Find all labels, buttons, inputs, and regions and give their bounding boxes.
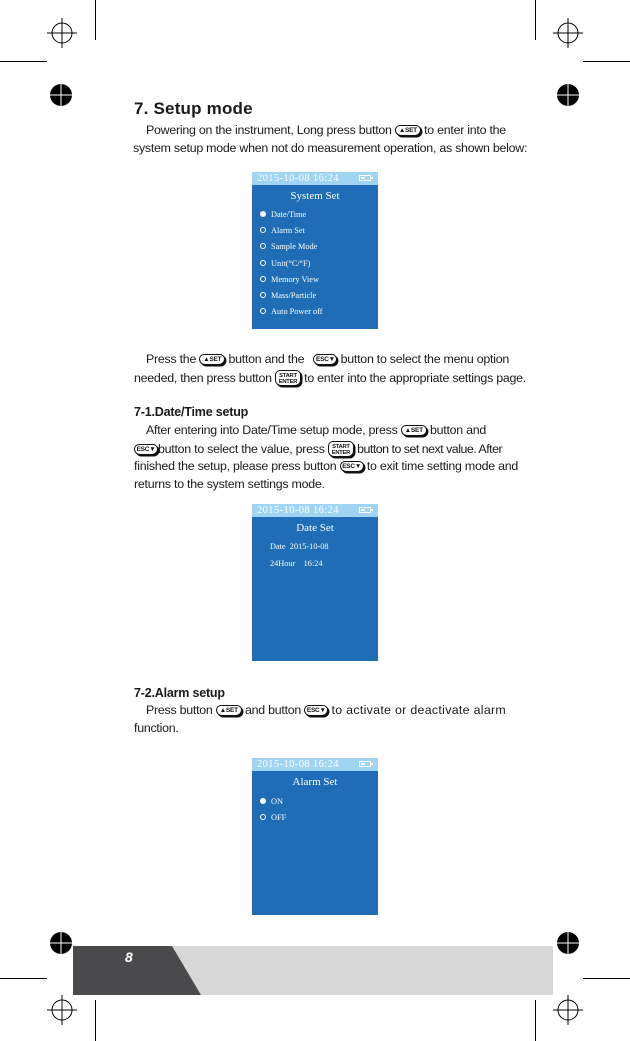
date-set-screen bbox=[252, 504, 378, 661]
set-key-icon: ▲SET bbox=[395, 125, 421, 136]
intro-text: system setup mode when not do measurement operation, as shown below: bbox=[133, 140, 528, 155]
alarm-text: to activate or deactivate alarm bbox=[331, 703, 507, 717]
menu-item-label: OFF bbox=[271, 813, 287, 822]
trim-line bbox=[583, 61, 630, 62]
alarm-option-on bbox=[260, 796, 283, 808]
menu-item-label: Memory View bbox=[271, 275, 319, 284]
menu-item-label: Auto Power off bbox=[271, 307, 323, 316]
battery-icon bbox=[359, 507, 371, 513]
date-time-text: button to select the value, press bbox=[158, 441, 325, 456]
registration-mark-icon bbox=[556, 931, 580, 955]
radio-icon bbox=[260, 292, 266, 298]
menu-item-auto-power-off bbox=[260, 306, 322, 318]
esc-key-icon: ESC▼ bbox=[340, 461, 364, 472]
intro-text: to enter into the bbox=[424, 123, 506, 137]
menu-text: to enter into the appropriate settings page. bbox=[304, 370, 526, 385]
battery-icon bbox=[359, 175, 371, 181]
trim-line bbox=[583, 978, 630, 979]
hour-field: 24Hour 16:24 bbox=[270, 559, 323, 568]
menu-item-label: ON bbox=[271, 797, 283, 806]
date-time-text: to exit time setting mode and bbox=[366, 459, 518, 473]
date-time-text: returns to the system settings mode. bbox=[134, 476, 325, 491]
battery-icon bbox=[359, 761, 371, 767]
trim-line bbox=[0, 978, 47, 979]
registration-crosshair-icon bbox=[47, 18, 77, 48]
menu-item-label: Unit(°C/°F) bbox=[271, 259, 311, 268]
date-time-text: button and bbox=[429, 423, 487, 437]
date-time-text: finished the setup, please press button bbox=[134, 459, 337, 473]
alarm-set-screen bbox=[252, 758, 378, 915]
key-label: ENTER bbox=[331, 450, 351, 457]
alarm-text: and button bbox=[244, 703, 302, 717]
menu-paragraph bbox=[134, 351, 526, 387]
start-enter-key-icon bbox=[328, 441, 354, 457]
menu-text: button and the bbox=[228, 352, 305, 366]
start-enter-key-icon bbox=[275, 370, 301, 386]
section-heading-alarm: 7-2.Alarm setup bbox=[134, 686, 225, 700]
radio-icon bbox=[260, 814, 266, 820]
menu-item-unit bbox=[260, 258, 310, 270]
trim-line bbox=[535, 1000, 536, 1041]
page-number: 8 bbox=[125, 949, 133, 965]
screen-title: System Set bbox=[290, 190, 340, 202]
screen-status-bar bbox=[252, 172, 378, 185]
esc-key-icon: ESC▼ bbox=[304, 705, 328, 716]
set-key-icon: ▲SET bbox=[199, 354, 225, 365]
trim-line bbox=[0, 61, 47, 62]
set-key-icon: ▲SET bbox=[216, 705, 242, 716]
section-title: 7. Setup mode bbox=[134, 99, 253, 118]
alarm-text: function. bbox=[134, 720, 179, 735]
radio-selected-icon bbox=[260, 798, 266, 804]
radio-icon bbox=[260, 243, 266, 249]
menu-text: button to select the menu option bbox=[340, 352, 509, 366]
menu-text: Press the bbox=[146, 352, 197, 366]
alarm-text: Press button bbox=[146, 703, 213, 717]
menu-item-sample-mode bbox=[260, 241, 317, 253]
screen-status-bar bbox=[252, 504, 378, 517]
registration-mark-icon bbox=[49, 83, 73, 107]
menu-text: needed, then press button bbox=[134, 370, 272, 385]
radio-selected-icon bbox=[260, 211, 266, 217]
trim-line bbox=[95, 1000, 96, 1041]
registration-crosshair-icon bbox=[47, 995, 77, 1025]
date-time-text: button to set next value. After bbox=[357, 441, 503, 456]
system-set-screen bbox=[252, 172, 378, 329]
intro-text: Powering on the instrument, Long press button bbox=[146, 123, 392, 137]
menu-item-alarm-set bbox=[260, 225, 305, 237]
menu-item-memory-view bbox=[260, 274, 319, 286]
radio-icon bbox=[260, 260, 266, 266]
trim-line bbox=[535, 0, 536, 40]
menu-item-label: Date/Time bbox=[271, 210, 307, 219]
intro-paragraph bbox=[133, 122, 528, 157]
radio-icon bbox=[260, 227, 266, 233]
screen-title: Date Set bbox=[296, 522, 334, 534]
set-key-icon: ▲SET bbox=[401, 425, 427, 436]
key-label: START bbox=[279, 373, 297, 380]
date-time-text: After entering into Date/Time setup mode, press bbox=[146, 423, 398, 437]
key-label: ENTER bbox=[278, 379, 298, 386]
alarm-option-off bbox=[260, 812, 286, 824]
trim-line bbox=[95, 0, 96, 40]
screen-title: Alarm Set bbox=[292, 776, 338, 788]
radio-icon bbox=[260, 276, 266, 282]
screen-datetime: 2015-10-08 16:24 bbox=[257, 173, 339, 184]
alarm-paragraph bbox=[134, 702, 507, 737]
registration-mark-icon bbox=[556, 83, 580, 107]
date-field: Date 2015-10-08 bbox=[270, 542, 329, 551]
screen-status-bar bbox=[252, 758, 378, 771]
menu-item-mass-particle bbox=[260, 290, 316, 302]
section-heading-date-time: 7-1.Date/Time setup bbox=[134, 405, 249, 419]
registration-crosshair-icon bbox=[553, 18, 583, 48]
registration-crosshair-icon bbox=[553, 995, 583, 1025]
esc-key-icon: ESC▼ bbox=[313, 354, 337, 365]
screen-datetime: 2015-10-08 16:24 bbox=[257, 505, 339, 516]
radio-icon bbox=[260, 308, 266, 314]
menu-item-label: Mass/Particle bbox=[271, 291, 317, 300]
menu-item-date-time bbox=[260, 209, 306, 221]
registration-mark-icon bbox=[49, 931, 73, 955]
menu-item-label: Alarm Set bbox=[271, 226, 305, 235]
key-label: START bbox=[332, 444, 350, 451]
esc-key-icon: ESC▼ bbox=[134, 444, 158, 455]
date-time-paragraph bbox=[134, 422, 518, 493]
screen-datetime: 2015-10-08 16:24 bbox=[257, 759, 339, 770]
menu-item-label: Sample Mode bbox=[271, 242, 318, 251]
